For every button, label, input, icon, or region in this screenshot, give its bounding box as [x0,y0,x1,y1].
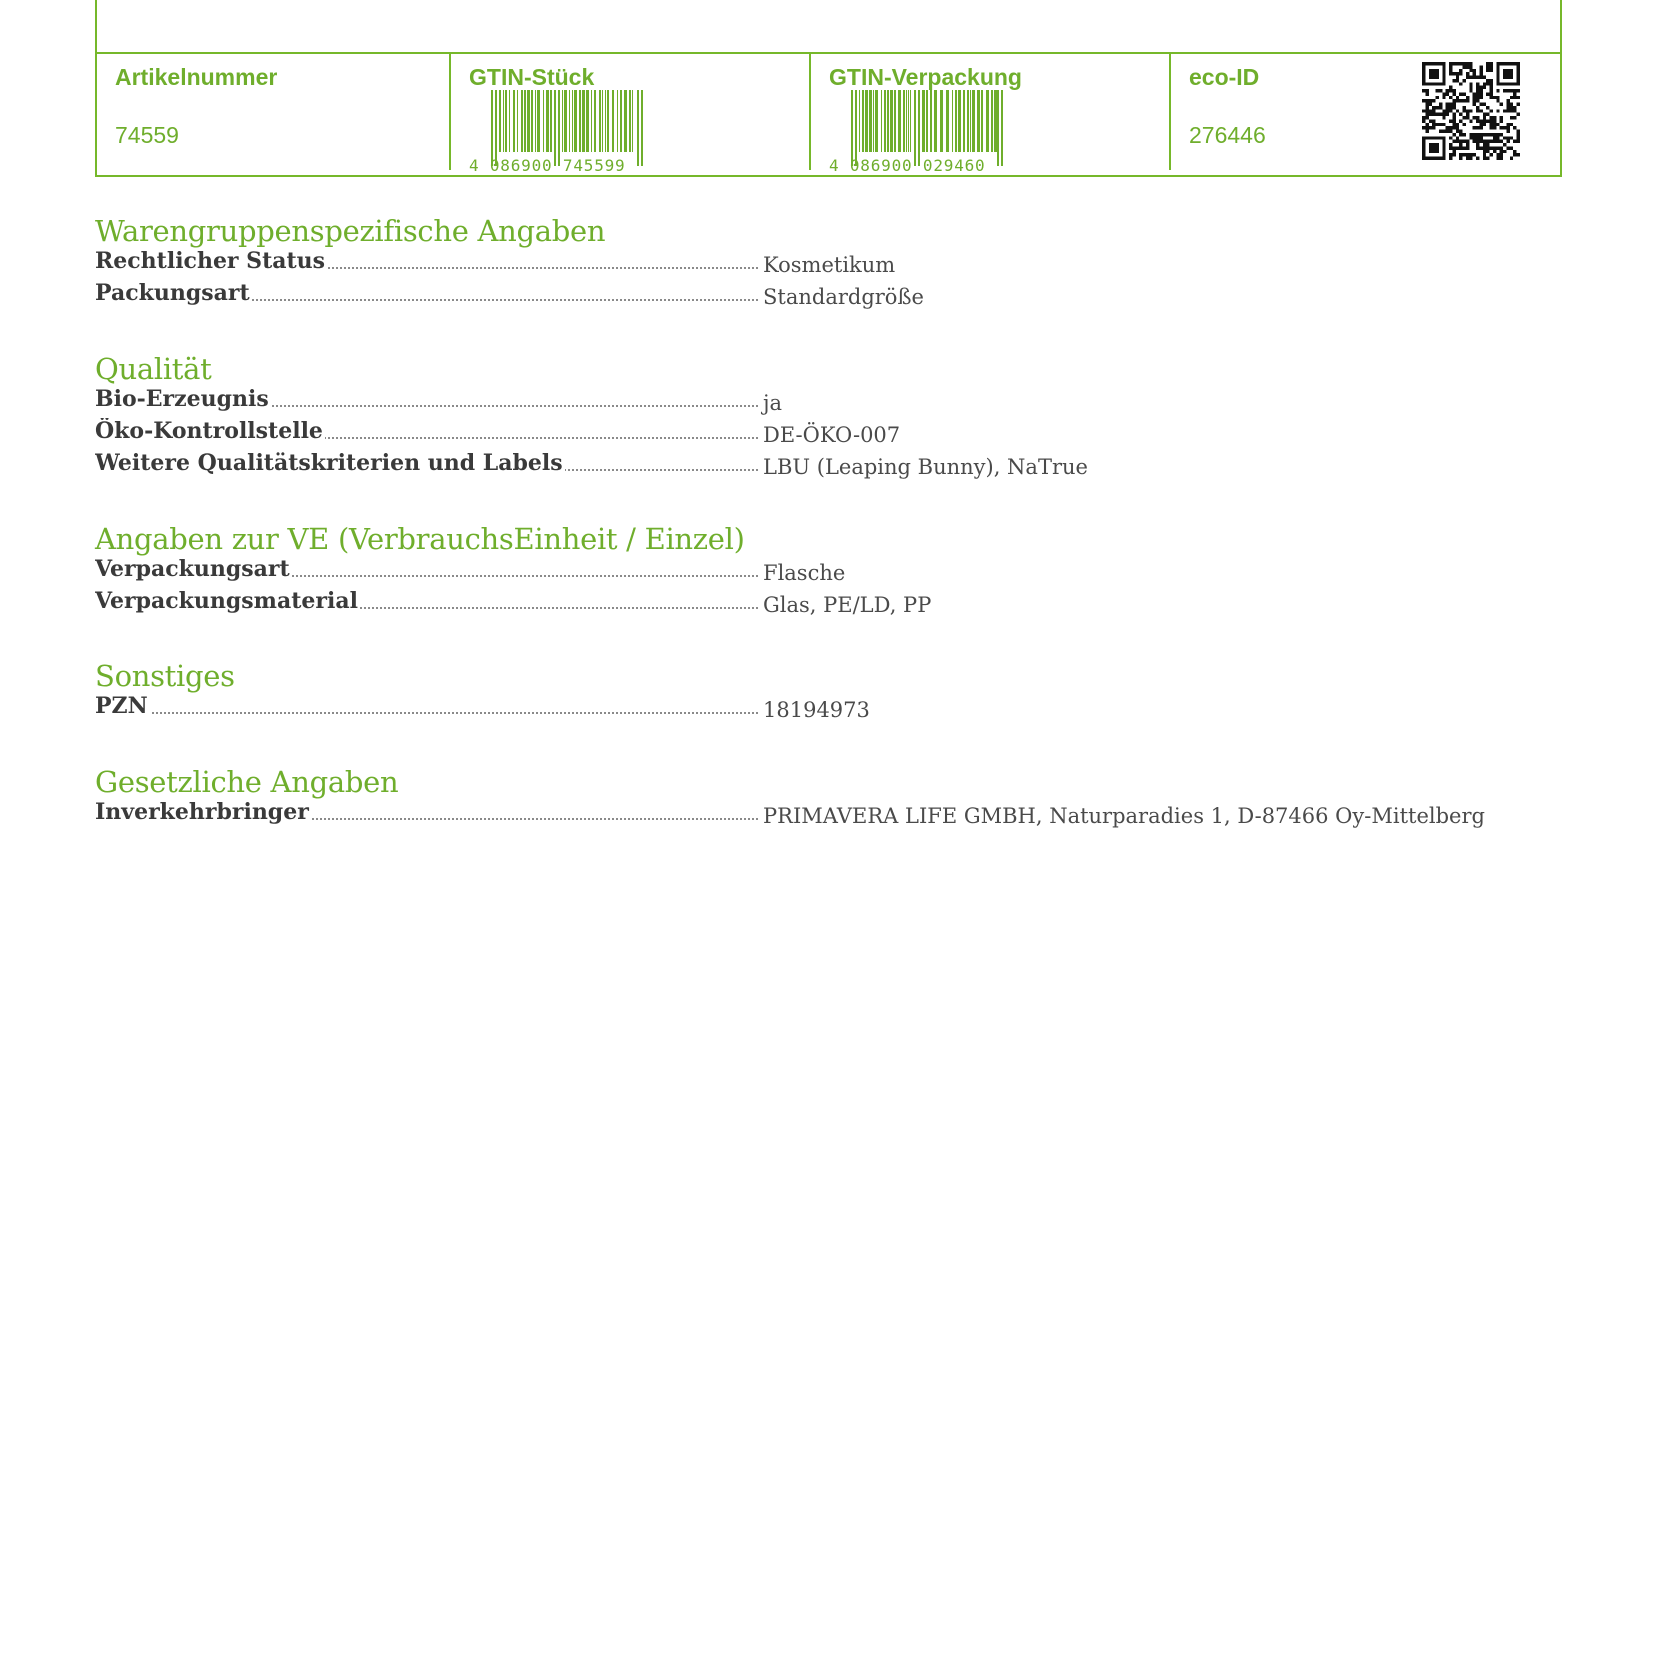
detail-value: LBU (Leaping Bunny), NaTrue [763,455,1088,479]
detail-value: ja [763,391,783,415]
detail-row [95,280,924,312]
detail-row [95,556,846,588]
section-title: Qualität [95,352,212,386]
detail-value: 18194973 [763,698,870,722]
gtin-verpackung-digits: 4 086900 029460 [829,156,986,175]
gtin-stueck-barcode [469,90,647,175]
detail-row [95,248,896,280]
section-warengruppe [95,214,924,312]
artikelnummer-label: Artikelnummer [115,64,278,90]
detail-value: Glas, PE/LD, PP [763,593,932,617]
detail-label: Rechtlicher Status [95,248,326,274]
gtin-stueck-label: GTIN-Stück [469,64,595,90]
product-code-box [95,0,1562,177]
section-qualitaet [95,352,1088,482]
gtin-verpackung-cell [811,54,1169,175]
section-title: Sonstiges [95,659,235,693]
artikelnummer-cell [97,54,449,170]
artikelnummer-value: 74559 [115,122,179,148]
detail-value: PRIMAVERA LIFE GMBH, Naturparadies 1, D-87466 Oy-Mittelberg [763,804,1485,828]
gtin-stueck-cell [451,54,809,175]
eco-id-value: 276446 [1189,122,1266,148]
detail-value: Flasche [763,561,846,585]
gtin-stueck-digits: 4 086900 745599 [469,156,626,175]
eco-id-label: eco-ID [1189,64,1260,90]
section-gesetzlich [95,765,1485,831]
detail-value: Kosmetikum [763,253,896,277]
detail-row [95,799,1485,831]
detail-label: Öko-Kontrollstelle [95,418,323,444]
detail-row [95,386,783,418]
detail-row [95,588,932,620]
detail-label: Verpackungsart [95,556,290,582]
section-ve [95,522,932,620]
detail-label: Weitere Qualitätskriterien und Labels [95,450,563,476]
section-title: Warengruppenspezifische Angaben [95,214,606,248]
gtin-verpackung-barcode [829,90,1007,175]
detail-label: Packungsart [95,280,250,306]
detail-row [95,418,901,450]
qr-code-icon [1422,62,1520,160]
detail-row [95,693,870,725]
section-title: Angaben zur VE (VerbrauchsEinheit / Einzel) [95,522,745,556]
detail-value: Standardgröße [763,285,924,309]
detail-value: DE-ÖKO-007 [763,423,901,447]
detail-label: Inverkehrbringer [95,799,309,825]
section-sonstiges [95,659,870,725]
detail-row [95,450,1088,482]
detail-label: Bio-Erzeugnis [95,386,269,412]
detail-label: Verpackungsmaterial [95,588,358,614]
gtin-verpackung-label: GTIN-Verpackung [829,64,1022,90]
section-title: Gesetzliche Angaben [95,765,399,799]
detail-label: PZN [95,693,148,719]
